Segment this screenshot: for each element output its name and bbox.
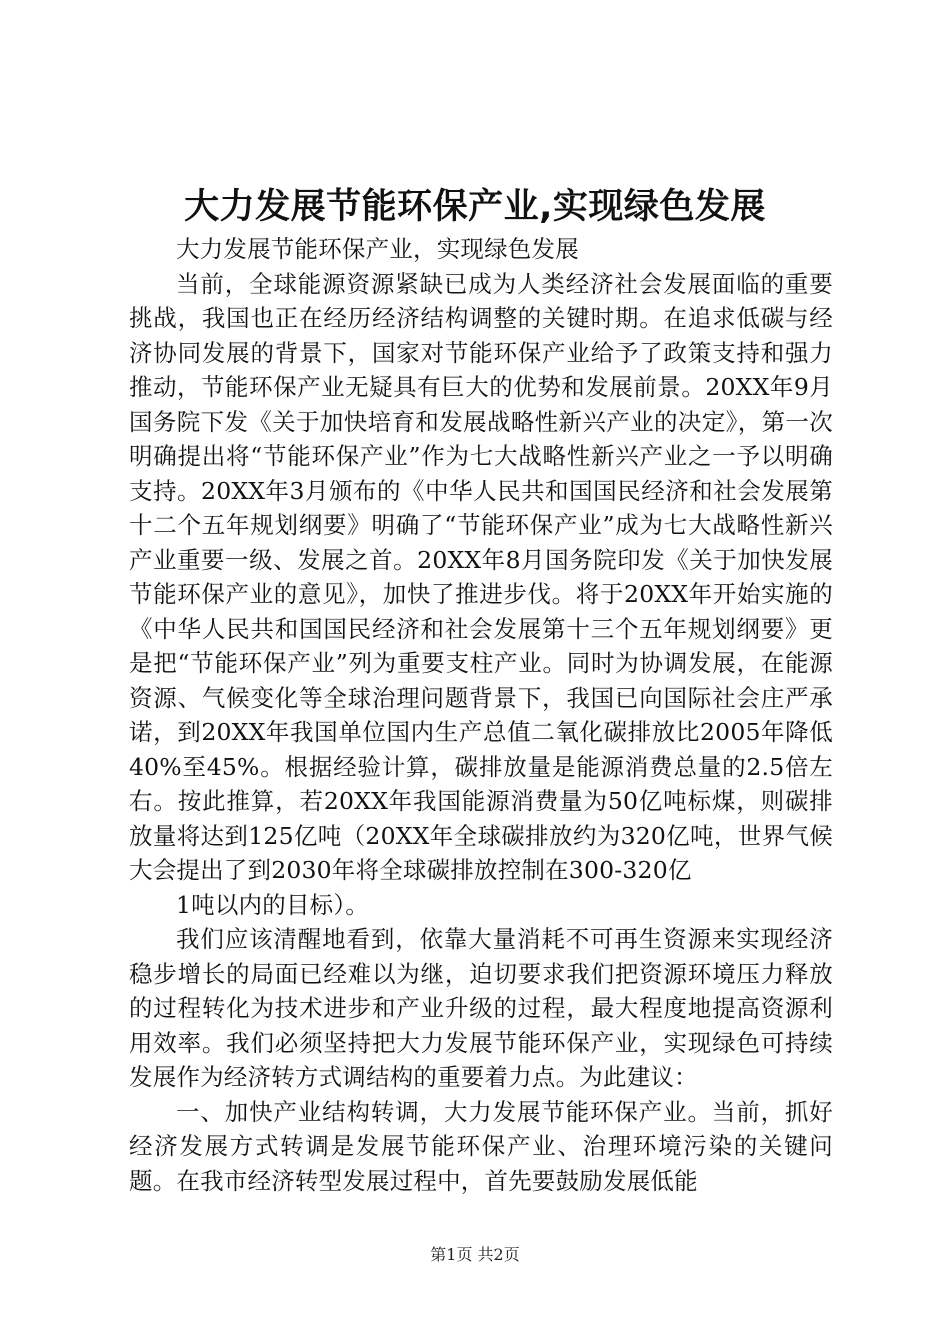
paragraph-subtitle: 大力发展节能环保产业，实现绿色发展 bbox=[176, 235, 579, 263]
document-body bbox=[129, 232, 833, 1198]
paragraph-awareness: 我们应该清醒地看到，依靠大量消耗不可再生资源来实现经济稳步增长的局面已经难以为继，迫切要求我们把资源环境压力释放的过程转化为技术进步和产业升级的过程，最大程度地提高资源利用效率。我们必须坚持把大力发展节能环保产业，实现绿色可持续发展作为经济转方式调结构的重要着力点。为此建议： bbox=[129, 925, 833, 1091]
document-title: 大力发展节能环保产业,实现绿色发展 bbox=[184, 187, 766, 227]
paragraph-background: 当前，全球能源资源紧缺已成为人类经济社会发展面临的重要挑战，我国也正在经历经济结构调整的关键时期。在追求低碳与经济协同发展的背景下，国家对节能环保产业给予了政策支持和强力推动，节能环保产业无疑具有巨大的优势和发展前景。20XX年9月国务院下发《关于加快培育和发展战略性新兴产业的决定》，第一次明确提出将“节能环保产业”作为七大战略性新兴产业之一予以明确支持。20XX年3月颁布的《中华人民共和国国民经济和社会发展第十二个五年规划纲要》明确了“节能环保产业”成为七大战略性新兴产业重要一级、发展之首。20XX年8月国务院印发《关于加快发展节能环保产业的意见》，加快了推进步伐。将于20XX年开始实施的《中华人民共和国国民经济和社会发展第十三个五年规划纲要》更是把“节能环保产业”列为重要支柱产业。同时为协调发展，在能源资源、气候变化等全球治理问题背景下，我国已向国际社会庄严承诺，到20XX年我国单位国内生产总值二氧化碳排放比2005年降低40%至45%。根据经验计算，碳排放量是能源消费总量的2.5倍左右。按此推算，若20XX年我国能源消费量为50亿吨标煤，则碳排放量将达到125亿吨（20XX年全球碳排放约为320亿吨，世界气候大会提出了到2030年将全球碳排放控制在300-320亿 bbox=[129, 269, 833, 884]
paragraph-target: 1吨以内的目标）。 bbox=[176, 890, 370, 919]
paragraph-suggestion-one: 一、加快产业结构转调，大力发展节能环保产业。当前，抓好经济发展方式转调是发展节能环保产业、治理环境污染的关键问题。在我市经济转型发展过程中，首先要鼓励发展低能 bbox=[129, 1097, 833, 1195]
page-footer: 第1页 共2页 bbox=[430, 1245, 520, 1264]
